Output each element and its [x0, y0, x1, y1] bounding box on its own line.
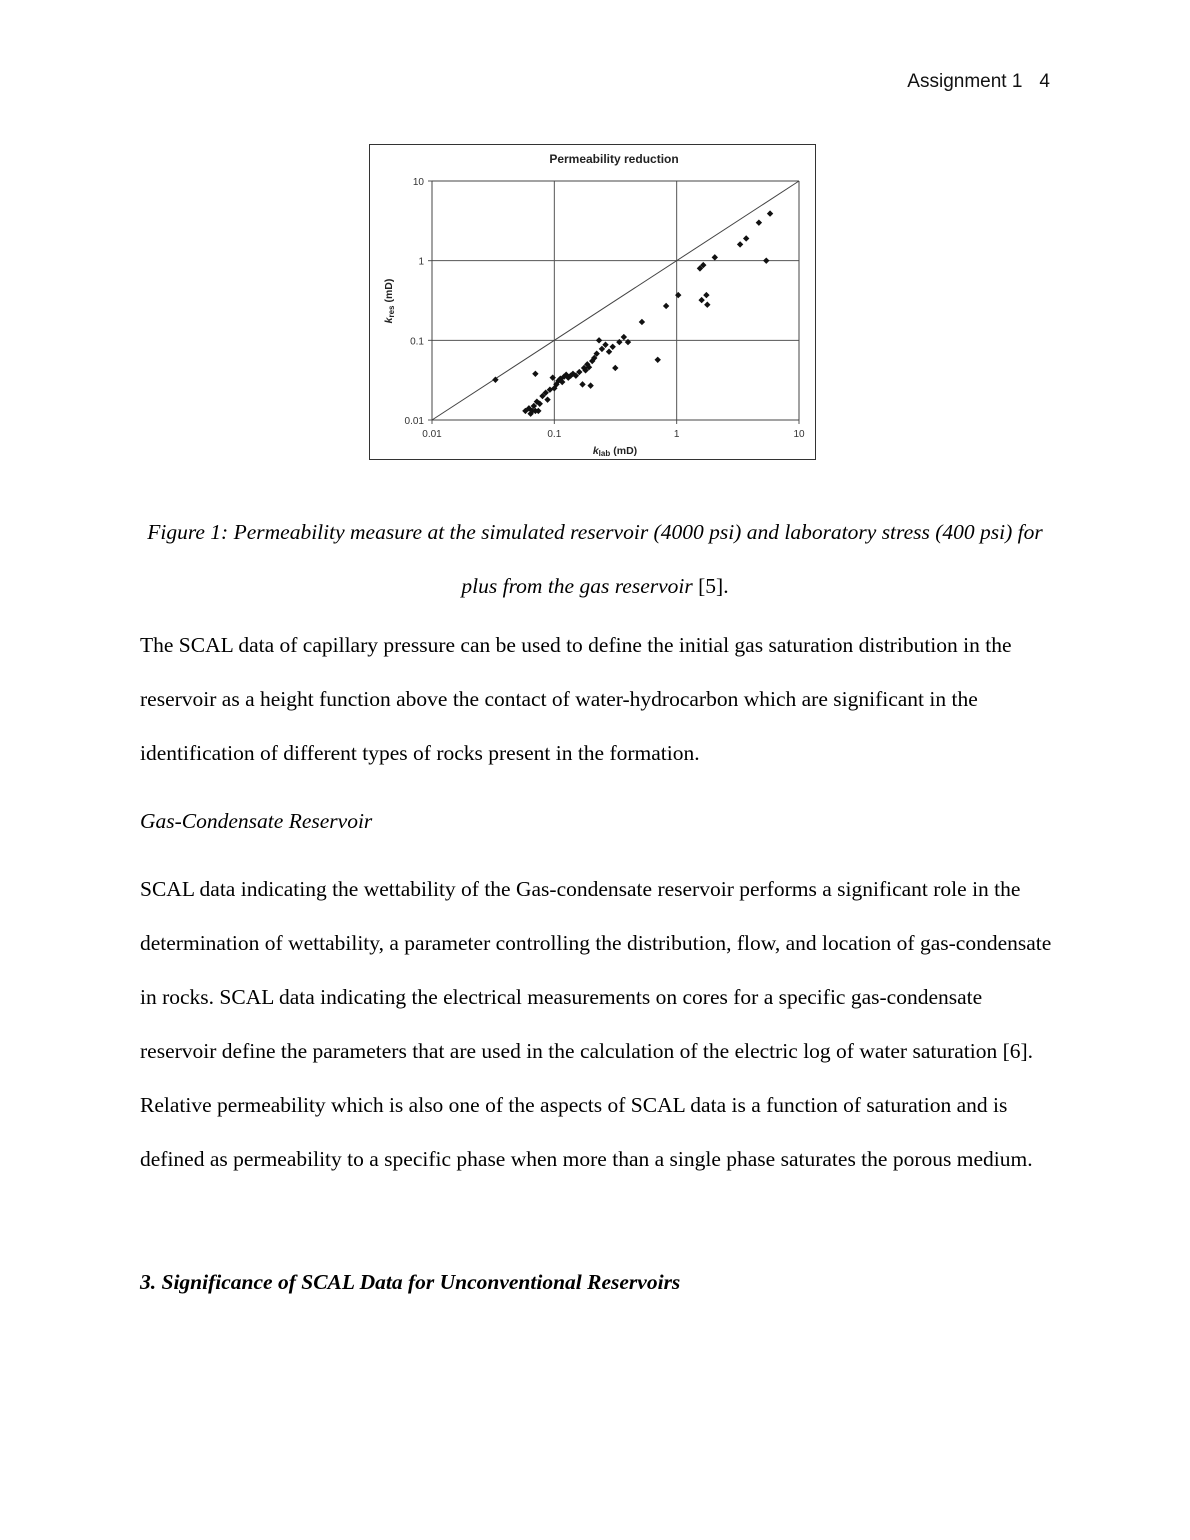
data-point [698, 297, 704, 303]
x-tick-label: 0.01 [422, 429, 442, 440]
data-points [492, 210, 773, 417]
x-tick-label: 0.1 [547, 429, 562, 440]
data-point [610, 344, 616, 350]
data-point [606, 348, 612, 354]
figure-caption [140, 505, 1050, 613]
x-tick-label: 1 [673, 429, 680, 440]
section-heading: 3. Significance of SCAL Data for Unconventional Reservoirs [140, 1270, 681, 1294]
data-point [675, 292, 681, 298]
data-point [767, 210, 773, 216]
body-paragraph-1: The SCAL data of capillary pressure can be used to define the initial gas saturation distribution in the reservoir as a height function above the contact of water-hydrocarbon which are significant in the identification of different types of rocks present in the formation. [140, 633, 1012, 765]
header-title: Assignment 1 [907, 71, 1023, 92]
data-point [763, 257, 769, 263]
chart-title: Permeability reduction [549, 152, 679, 166]
page-header [907, 71, 1050, 93]
data-point [704, 302, 710, 308]
reference-line-y-equals-x [432, 181, 799, 420]
permeability-chart [369, 144, 816, 460]
data-point [663, 303, 669, 309]
caption-reference: [5]. [692, 574, 729, 598]
data-point [612, 365, 618, 371]
data-point [550, 374, 556, 380]
data-point [712, 254, 718, 260]
data-point [602, 342, 608, 348]
y-tick-label: 1 [418, 256, 424, 268]
data-point [743, 235, 749, 241]
y-tick-labels [405, 177, 425, 427]
data-point [596, 337, 602, 343]
y-tick-label: 0.01 [404, 416, 424, 427]
subheading: Gas-Condensate Reservoir [140, 809, 373, 833]
x-axis-label: klab (mD) [592, 445, 638, 458]
data-point [621, 334, 627, 340]
data-point [703, 292, 709, 298]
body-paragraph-2: SCAL data indicating the wettability of the Gas-condensate reservoir performs a significant role in the determination of wettability, a parameter controlling the distribution, flow, and location of gas-condensate in rocks. SCAL data indicating the electrical measurements on cores for a specific gas-condensate reservoir define the parameters that are used in the calculation of the electric log of water saturation [6]. Relative permeability which is also one of the aspects of SCAL data is a function of saturation and is defined as permeability to a specific phase when more than a single phase saturates the porous medium. [140, 877, 1052, 1171]
data-point [756, 219, 762, 225]
y-tick-label: 10 [412, 177, 424, 188]
data-point [544, 396, 550, 402]
chart-svg [370, 145, 815, 459]
data-point [579, 381, 585, 387]
data-point [655, 357, 661, 363]
caption-text: Figure 1: Permeability measure at the simulated reservoir (4000 psi) and laboratory stress (400 psi) for plus from the gas reservoir [147, 520, 1043, 598]
data-point [599, 346, 605, 352]
data-point [737, 241, 743, 247]
page-number: 4 [1039, 71, 1050, 92]
y-axis-label: kres(mD) [383, 278, 396, 324]
x-tick-label: 10 [793, 429, 805, 440]
y-tick-label: 0.1 [410, 336, 424, 348]
x-tick-labels [422, 429, 805, 440]
data-point [532, 371, 538, 377]
data-point [639, 319, 645, 325]
data-point [587, 382, 593, 388]
